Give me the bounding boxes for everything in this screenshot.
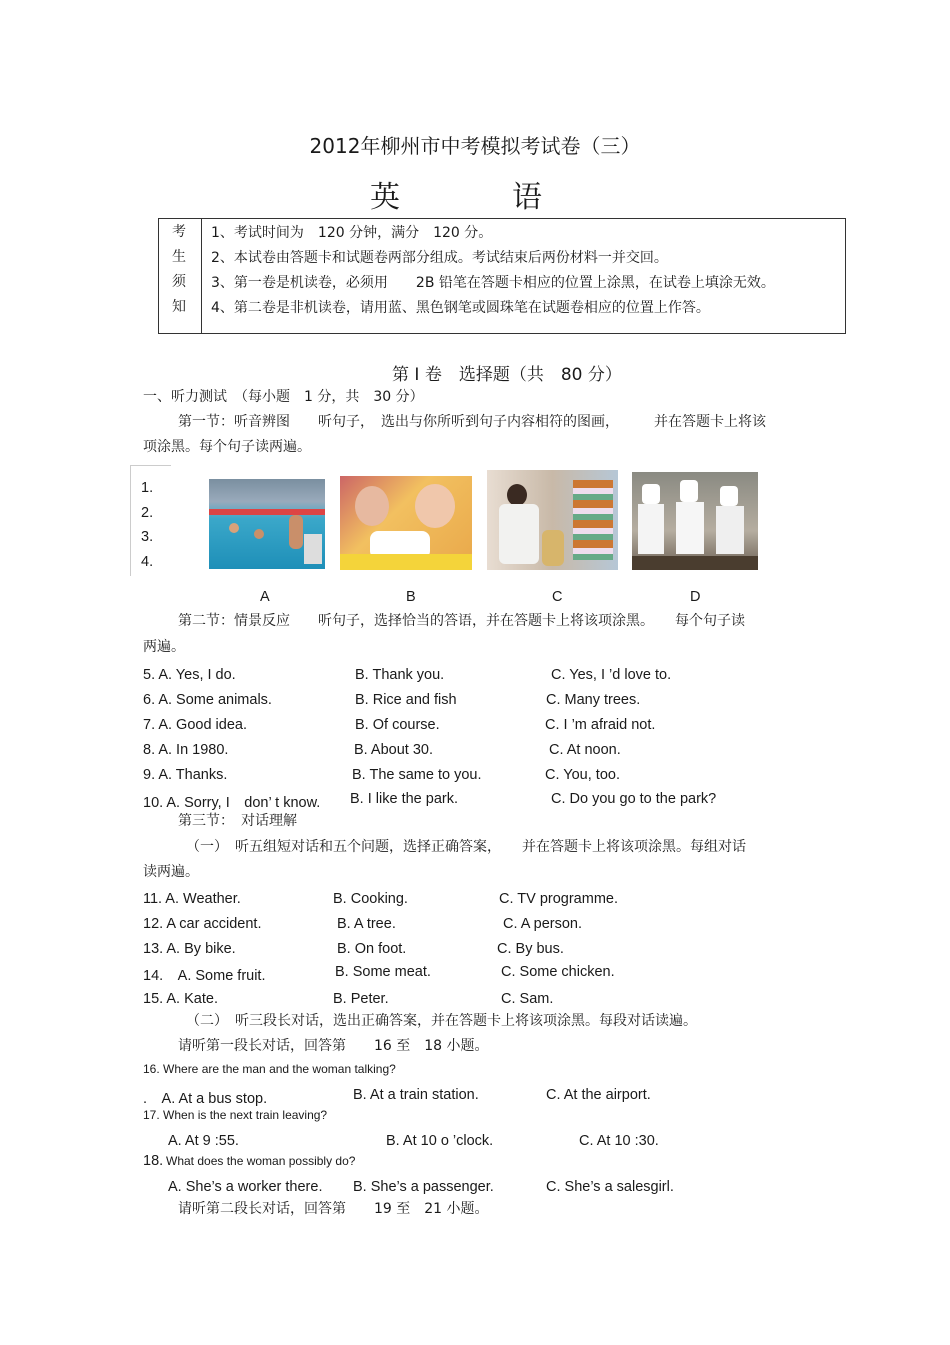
question-8-option-b: B. About 30.: [354, 742, 434, 758]
question-18-option-a: A. She’s a worker there.: [168, 1179, 323, 1195]
notice-line: 3、第一卷是机读卷，必须用 2B 铅笔在答题卡相应的位置上涂黑，在试卷上填涂无效。: [211, 275, 775, 291]
picture-label-b: B: [406, 589, 416, 605]
question-9-option-a: 9. A. Thanks.: [143, 767, 228, 783]
notice-label-char: 知: [172, 299, 186, 315]
question-17-option-a: A. At 9 :55.: [168, 1133, 239, 1149]
question-9-option-c: C. You, too.: [545, 767, 620, 783]
section2-instruction: 第二节：情景反应 听句子，选择恰当的答语，并在答题卡上将该项涂黑。 每个句子读: [178, 613, 745, 629]
question-12-option-a: 12. A car accident.: [143, 916, 262, 932]
question-number: 4.: [141, 554, 154, 570]
question-11-option-c: C. TV programme.: [499, 891, 618, 907]
question-6-option-b: B. Rice and fish: [355, 692, 457, 708]
subject-char-1: 英: [370, 180, 400, 215]
question-15-option-c: C. Sam.: [501, 991, 554, 1007]
question-18-option-c: C. She’s a salesgirl.: [546, 1179, 674, 1195]
picture-question-numbers: [130, 465, 171, 576]
section3-heading: 第三节： 对话理解: [178, 813, 297, 829]
section3-part2-instruction: （二） 听三段长对话，选出正确答案，并在答题卡上将该项涂黑。每段对话读遍。: [186, 1013, 697, 1029]
section1-instruction-cont: 项涂黑。每个句子读两遍。: [143, 439, 311, 455]
section3-part1-instruction: （一） 听五组短对话和五个问题，选择正确答案， 并在答题卡上将该项涂黑。每组对话: [186, 839, 746, 855]
part1-heading: 第 I 卷 选择题（共 80 分）: [392, 365, 622, 385]
question-10-option-c: C. Do you go to the park?: [551, 791, 717, 807]
question-5-option-a: 5. A. Yes, I do.: [143, 667, 236, 683]
question-10-option-a: 10. A. Sorry, I don’ t know.: [143, 795, 321, 811]
notice-label-char: 须: [172, 274, 186, 290]
notice-line: 2、本试卷由答题卡和试题卷两部分组成。考试结束后两份材料一并交回。: [211, 250, 668, 266]
question-7-option-c: C. I ’m afraid not.: [545, 717, 656, 733]
question-number: 3.: [141, 529, 154, 545]
question-15-option-b: B. Peter.: [333, 991, 389, 1007]
section1-instruction: 第一节：听音辨图 听句子， 选出与你所听到句子内容相符的图画， 并在答题卡上将该: [178, 414, 766, 430]
question-17-option-b: B. At 10 o ’clock.: [386, 1133, 494, 1149]
picture-c-supermarket: [487, 470, 618, 570]
subject-char-2: 语: [512, 180, 542, 215]
exam-title: 2012年柳州市中考模拟考试卷（三）: [309, 134, 641, 158]
question-6-option-c: C. Many trees.: [546, 692, 641, 708]
question-8-option-a: 8. A. In 1980.: [143, 742, 229, 758]
question-number: 2.: [141, 505, 154, 521]
question-17-option-c: C. At 10 :30.: [579, 1133, 659, 1149]
question-5-option-c: C. Yes, I ’d love to.: [551, 667, 672, 683]
notice-line: 1、考试时间为 120 分钟，满分 120 分。: [211, 225, 493, 241]
question-16-option-b: B. At a train station.: [353, 1087, 479, 1103]
question-12-option-c: C. A person.: [503, 916, 582, 932]
exam-notice-box: [158, 218, 846, 334]
picture-label-c: C: [552, 589, 563, 605]
question-5-option-b: B. Thank you.: [355, 667, 445, 683]
question-8-option-c: C. At noon.: [549, 742, 621, 758]
question-12-option-b: B. A tree.: [337, 916, 396, 932]
question-16-stem: 16. Where are the man and the woman talking?: [143, 1062, 396, 1076]
section-listening: 一、听力测试 （每小题 1 分，共 30 分）: [143, 389, 424, 405]
question-14-option-c: C. Some chicken.: [501, 964, 615, 980]
notice-label-char: 考: [172, 224, 186, 240]
question-14-option-b: B. Some meat.: [335, 964, 431, 980]
question-17-stem: 17. When is the next train leaving?: [143, 1108, 328, 1122]
question-10-option-b: B. I like the park.: [350, 791, 458, 807]
question-number: 1.: [141, 480, 154, 496]
question-13-option-b: B. On foot.: [337, 941, 407, 957]
picture-b-birthday-cake: [340, 476, 472, 570]
question-11-option-b: B. Cooking.: [333, 891, 408, 907]
question-13-option-a: 13. A. By bike.: [143, 941, 236, 957]
question-18-option-b: B. She’s a passenger.: [353, 1179, 494, 1195]
question-11-option-a: 11. A. Weather.: [143, 891, 241, 907]
question-15-option-a: 15. A. Kate.: [143, 991, 218, 1007]
section3-part1-instruction-cont: 读两遍。: [143, 864, 199, 880]
picture-d-chefs-cooking: [632, 472, 758, 570]
question-13-option-c: C. By bus.: [497, 941, 564, 957]
dialog2-intro: 请听第二段长对话，回答第 19 至 21 小题。: [178, 1201, 489, 1217]
question-9-option-b: B. The same to you.: [352, 767, 482, 783]
notice-line: 4、第二卷是非机读卷，请用蓝、黑色钢笔或圆珠笔在试题卷相应的位置上作答。: [211, 300, 710, 316]
question-7-option-a: 7. A. Good idea.: [143, 717, 247, 733]
question-18-stem: What does the woman possibly do?: [166, 1154, 356, 1168]
picture-label-d: D: [690, 589, 701, 605]
question-14-option-a: 14. A. Some fruit.: [143, 968, 266, 984]
picture-a-swimming-pool: [209, 479, 325, 569]
question-16-option-a: . A. At a bus stop.: [143, 1091, 268, 1107]
question-16-option-c: C. At the airport.: [546, 1087, 651, 1103]
notice-label-char: 生: [172, 249, 186, 265]
notice-label-column: [159, 219, 202, 333]
question-18-number: 18.: [143, 1153, 164, 1169]
picture-label-a: A: [260, 589, 270, 605]
question-7-option-b: B. Of course.: [355, 717, 440, 733]
section2-instruction-cont: 两遍。: [143, 639, 185, 655]
question-6-option-a: 6. A. Some animals.: [143, 692, 272, 708]
dialog1-intro: 请听第一段长对话，回答第 16 至 18 小题。: [178, 1038, 489, 1054]
